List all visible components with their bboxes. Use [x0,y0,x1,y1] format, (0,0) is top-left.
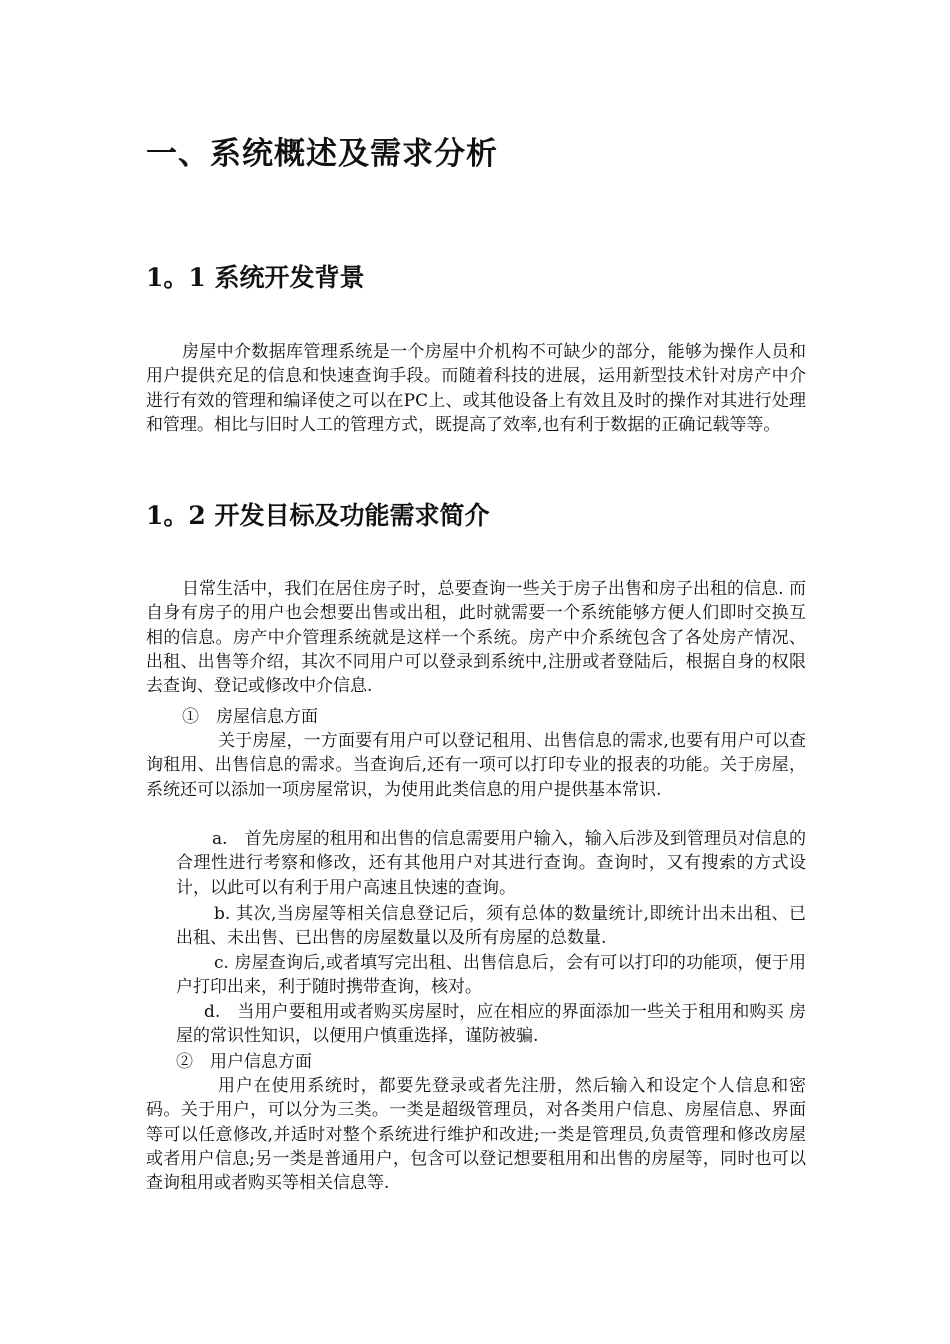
subitem-b: b. 其次,当房屋等相关信息登记后，须有总体的数量统计,即统计出未出租、已出租、未出售、已出售的房屋数量以及所有房屋的总数量. [176,904,806,949]
item-label-user-info: ② 用户信息方面 [176,1052,312,1072]
section-1-1-paragraph: 房屋中介数据库管理系统是一个房屋中介机构不可缺少的部分，能够为操作人员和用户提供充足的信息和快速查询手段。而随着科技的进展，运用新型技术针对房产中介进行有效的管理和编译使之可以在PC上、或其他设备上有效且及时的操作对其进行处理和管理。相比与旧时人工的管理方式，既提高了效率,也有利于数据的正确记载等等。 [146,342,806,435]
section-title-1-2: 1。2 开发目标及功能需求简介 [146,501,490,530]
item-label-house-info: ① 房屋信息方面 [182,707,318,727]
section-1-2-paragraph: 日常生活中，我们在居住房子时，总要查询一些关于房子出售和房子出租的信息. 而自身有房子的用户也会想要出售或出租，此时就需要一个系统能够方便人们即时交换互相的信息。房产中介管理系统就是这样一个系统。房产中介系统包含了各处房产情况、出租、出售等介绍，其次不同用户可以登录到系统中,注册或者登陆后，根据自身的权限去查询、登记或修改中介信息. [146,579,806,697]
subitem-c: c. 房屋查询后,或者填写完出租、出售信息后，会有可以打印的功能项，便于用户打印出来，利于随时携带查询，核对。 [176,953,806,998]
subitem-d: d. 当用户要租用或者购买房屋时，应在相应的界面添加一些关于租用和购买 房屋的常识性知识，以便用户慎重选择，谨防被骗. [176,1002,806,1047]
item-text-house-info: 关于房屋，一方面要有用户可以登记租用、出售信息的需求,也要有用户可以查询租用、出售信息的需求。当查询后,还有一项可以打印专业的报表的功能。关于房屋，系统还可以添加一项房屋常识，为使用此类信息的用户提供基本常识. [146,731,806,800]
subitem-a: a. 首先房屋的租用和出售的信息需要用户输入，输入后涉及到管理员对信息的合理性进行考察和修改，还有其他用户对其进行查询。查询时，又有搜索的方式设计，以此可以有利于用户高速且快速的查询。 [176,829,806,898]
section-title-1-1: 1。1 系统开发背景 [146,263,365,292]
chapter-title: 一、系统概述及需求分析 [146,136,498,172]
item-text-user-info: 用户在使用系统时，都要先登录或者先注册，然后输入和设定个人信息和密码。关于用户，可以分为三类。一类是超级管理员，对各类用户信息、房屋信息、界面等可以任意修改,并适时对整个系统进行维护和改进;一类是管理员,负责管理和修改房屋或者用户信息;另一类是普通用户，包含可以登记想要租用和出售的房屋等，同时也可以查询租用或者购买等相关信息等. [146,1076,806,1194]
